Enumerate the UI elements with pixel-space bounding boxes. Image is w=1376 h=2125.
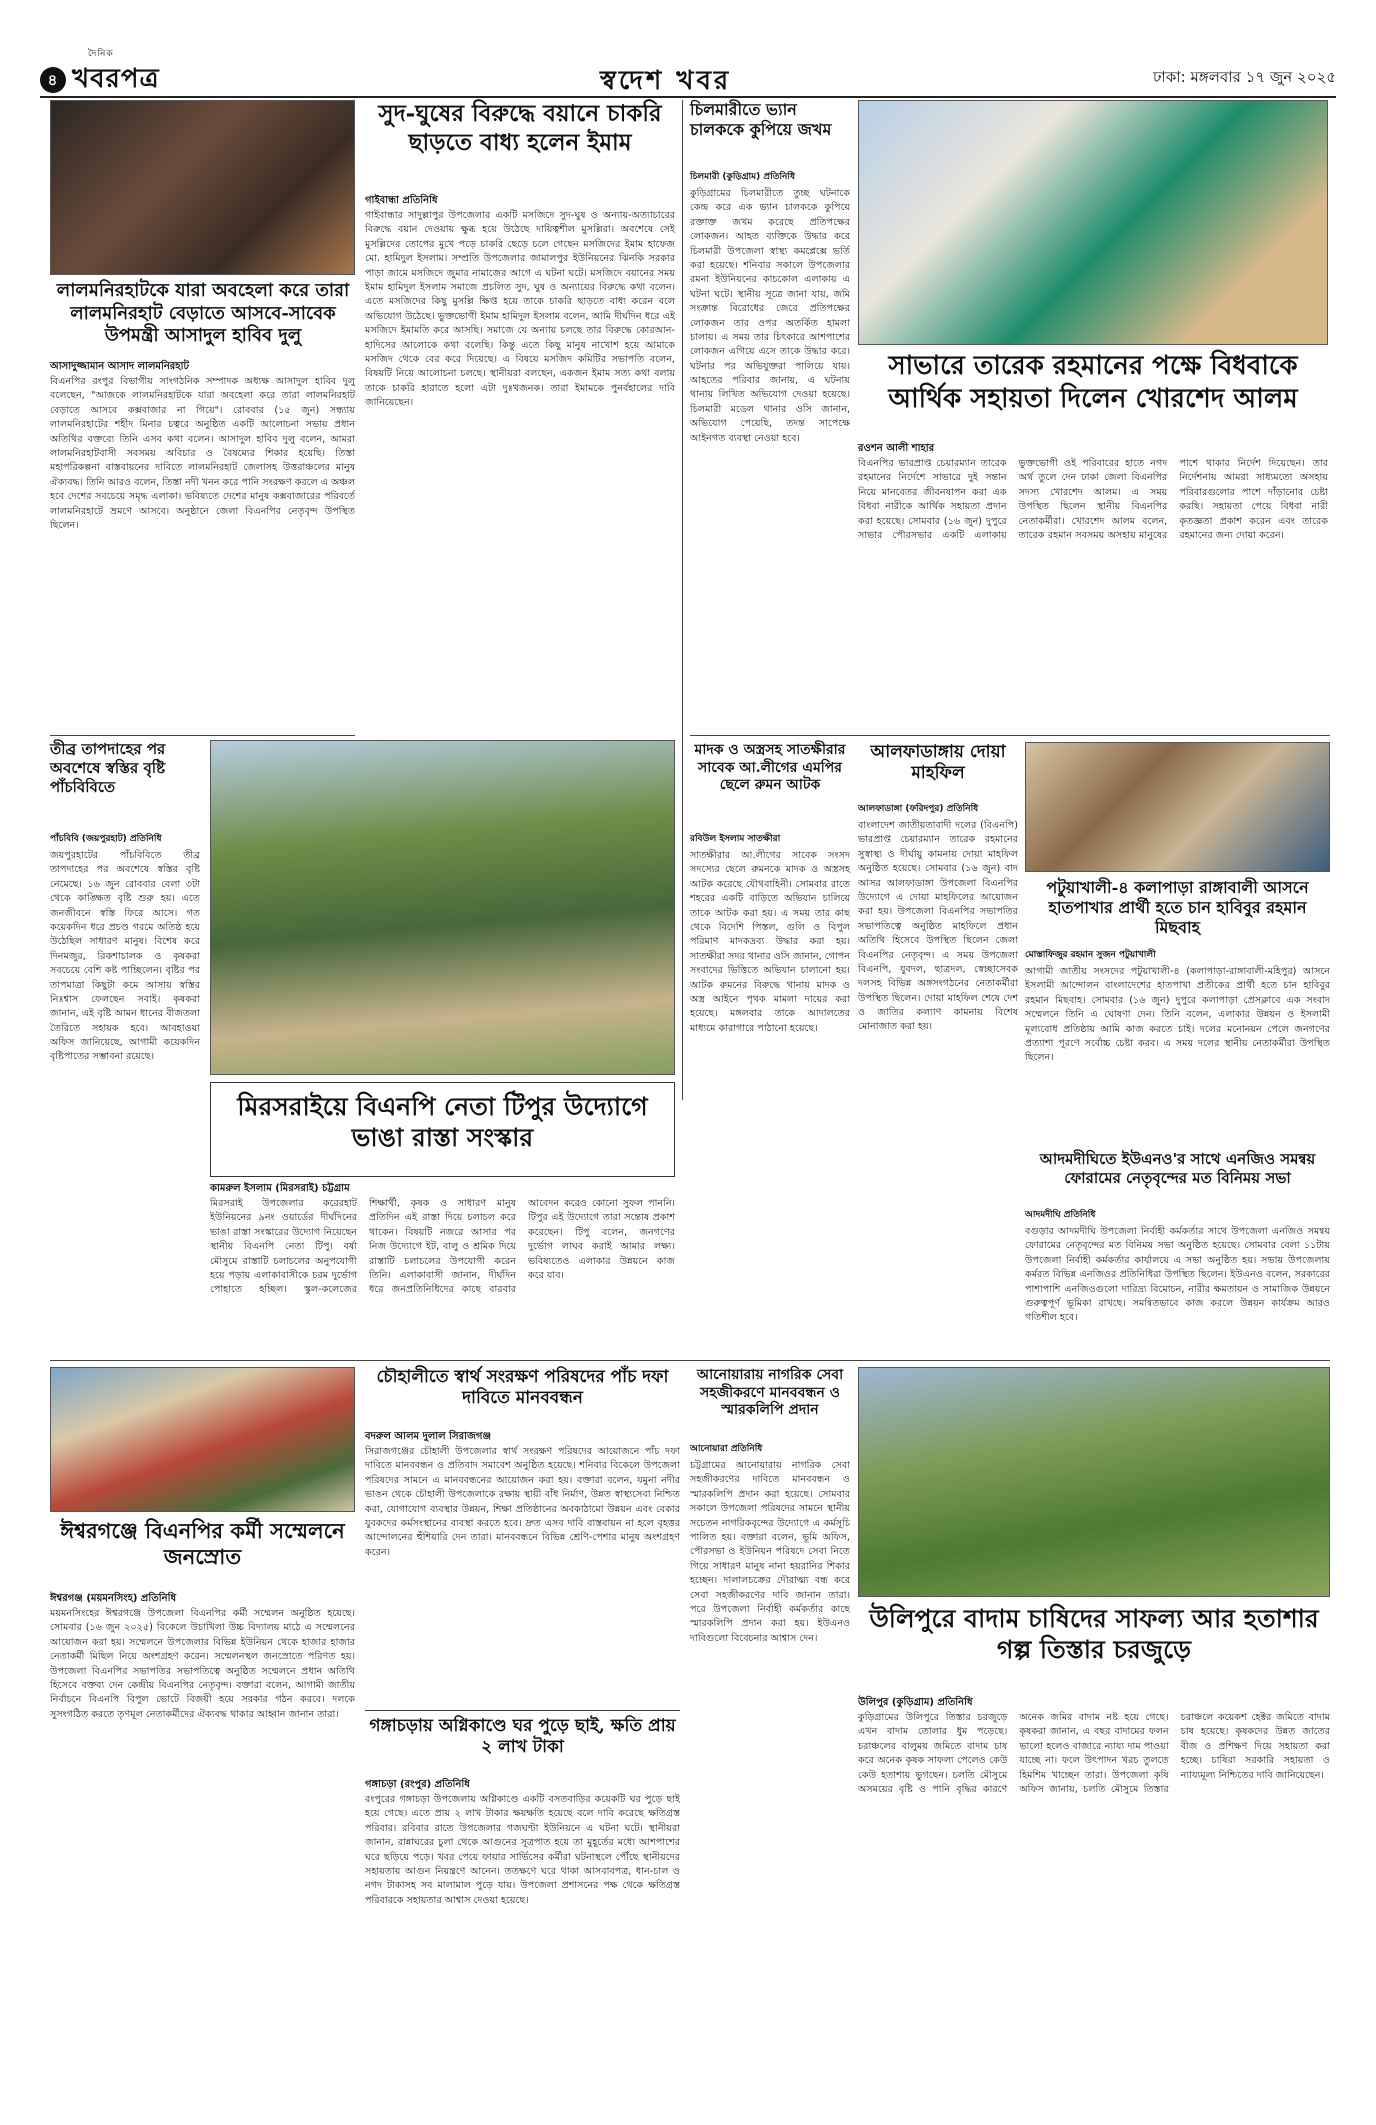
byline-chowhali: বদরুল আলম দুলাল সিরাজগঞ্জ [365, 1431, 492, 1442]
byline-rain: পাঁচবিবি (জয়পুরহাট) প্রতিনিধি [50, 834, 162, 844]
headline-chowhali: চৌহালীতে স্বার্থ সংরক্ষণ পরিষদের পাঁচ দফা দাবিতে মানববন্ধন [376, 1367, 669, 1409]
body-gangachara: রংপুরের গঙ্গাচড়া উপজেলায় অগ্নিকাণ্ডে একটি বসতবাড়ির কয়েকটি ঘর পুড়ে ছাই হয়ে গেছে। এতে প্রায় ২ লাখ টাকার ক্ষয়ক্ষতি হয়েছে বলে দাবি করেছে ক্ষতিগ্রস্ত পরিবার। রবিবার রাতে উপজেলার গজঘণ্টা ইউনিয়নে এ ঘটনা ঘটে। স্থানীয়রা জানান, রান্নাঘরের চুলা থেকে আগুনের সূত্রপাত হয়ে তা মুহূর্তের মধ্যে আশপাশের ঘরে ছড়িয়ে পড়ে। খবর পেয়ে ফায়ার সার্ভিসের কর্মীরা ঘটনাস্থলে পৌঁছে স্থানীয়দের সহায়তায় আগুন নিয়ন্ত্রণে আনেন। ততক্ষণে ঘরে থাকা আসবাবপত্র, ধান-চাল ও নগদ টাকাসহ সব মালামাল পুড়ে যায়। উপজেলা প্রশাসনের পক্ষ থেকে ক্ষতিগ্রস্ত পরিবারকে সহায়তার আশ্বাস দেওয়া হয়েছে। [365, 1794, 680, 1906]
byline-gangachara: গঙ্গাচড়া (রংপুর) প্রতিনিধি [365, 1779, 470, 1790]
divider [690, 735, 1330, 736]
body-rain: জয়পুরহাটের পাঁচবিবিতে তীব্র তাপদাহের পর অবশেষে স্বস্তির বৃষ্টি নেমেছে। ১৬ জুন রোববার বেলা ৩টা থেকে কাঙ্ক্ষিত বৃষ্টি শুরু হয়। এতে জনজীবনে স্বস্তি ফিরে আসে। গত কয়েকদিন ধরে প্রচণ্ড গরমে অতিষ্ঠ হয়ে উঠেছিল সাধারণ মানুষ। বিশেষ করে দিনমজুর, রিকশাচালক ও কৃষকরা সবচেয়ে বেশি কষ্ট পাচ্ছিলেন। বৃষ্টির পর তাপমাত্রা কিছুটা কমে আসায় স্বস্তির নিঃশ্বাস ফেলছেন সবাই। কৃষকরা জানান, এই বৃষ্টি আমন ধানের বীজতলা তৈরিতে সহায়ক হবে। আবহাওয়া অফিস জানিয়েছে, আগামী কয়েকদিন বৃষ্টিপাতের সম্ভাবনা রয়েছে। [50, 850, 200, 1063]
divider [50, 1360, 1330, 1361]
issue-date: ঢাকা: মঙ্গলবার ১৭ জুন ২০২৫ [1152, 68, 1336, 86]
paper-logo [40, 49, 160, 102]
byline-amdighi: আদমদীঘি প্রতিনিধি [1025, 1210, 1096, 1220]
body-anowara: চট্টগ্রামের আনোয়ারায় নাগরিক সেবা সহজীকরণের দাবিতে মানববন্ধন ও স্মারকলিপি প্রদান করা হয়েছে। সোমবার সকালে উপজেলা পরিষদের সামনে স্থানীয় সচেতন নাগরিকবৃন্দের উদ্যোগে এ কর্মসূচি পালিত হয়। বক্তারা বলেন, ভূমি অফিস, পৌরসভা ও ইউনিয়ন পরিষদে সেবা নিতে গিয়ে সাধারণ মানুষ নানা হয়রানির শিকার হচ্ছেন। দালালচক্রের দৌরাত্ম্য বন্ধ করে সেবা সহজীকরণের দাবি জানান তারা। পরে উপজেলা নির্বাহী কর্মকর্তার কাছে স্মারকলিপি প্রদান করা হয়। ইউএনও দাবিগুলো বিবেচনার আশ্বাস দেন। [690, 1460, 850, 1644]
headline-road: মিরসরাইয়ে বিএনপি নেতা টিপুর উদ্যোগে ভাঙা রাস্তা সংস্কার [237, 1092, 648, 1153]
byline-chilmari: চিলমারী (কুড়িগ্রাম) প্রতিনিধি [690, 172, 796, 182]
divider [50, 735, 355, 736]
byline-savar: রওশন আলী শাহার [858, 443, 935, 454]
byline-imam: গাইবান্ধা প্রতিনিধি [365, 195, 438, 206]
headline-gangachara: গঙ্গাচড়ায় অগ্নিকাণ্ডে ঘর পুড়ে ছাই, ক্ষতি প্রায় ২ লাখ টাকা [369, 1716, 676, 1758]
section-title: স্বদেশ খবর [600, 66, 732, 96]
headline-lalmonirhat: লালমনিরহাটকে যারা অবহেলা করে তারা লালমনিরহাট বেড়াতে আসবে-সাবেক উপমন্ত্রী আসাদুল হাবিব দুলু [56, 280, 350, 346]
body-doa: বাংলাদেশ জাতীয়তাবাদী দলের (বিএনপি) ভারপ্রাপ্ত চেয়ারম্যান তারেক রহমানের সুস্বাস্থ্য ও দীর্ঘায়ু কামনায় দোয়া মাহফিল অনুষ্ঠিত হয়েছে। সোমবার (১৬ জুন) বাদ আসর আলফাডাঙ্গা উপজেলা বিএনপির উদ্যোগে এ দোয়া মাহফিলের আয়োজন করা হয়। উপজেলা বিএনপির সভাপতির সভাপতিত্বে অনুষ্ঠিত মাহফিলে প্রধান অতিথি হিসেবে উপস্থিত ছিলেন জেলা বিএনপির নেতৃবৃন্দ। এ সময় উপজেলা বিএনপি, যুবদল, ছাত্রদল, স্বেচ্ছাসেবক দলসহ বিভিন্ন অঙ্গসংগঠনের নেতাকর্মীরা উপস্থিত ছিলেন। দোয়া মাহফিল শেষে দেশ ও জাতির কল্যাণ কামনায় বিশেষ মোনাজাত করা হয়। [858, 820, 1018, 1033]
body-chowhali: সিরাজগঞ্জের চৌহালী উপজেলার স্বার্থ সংরক্ষণ পরিষদের আয়োজনে পাঁচ দফা দাবিতে মানববন্ধন ও প্রতিবাদ সমাবেশ অনুষ্ঠিত হয়েছে। শনিবার বিকেলে উপজেলা পরিষদের সামনে এ মানববন্ধনের আয়োজন করা হয়। বক্তারা বলেন, যমুনা নদীর ভাঙন থেকে চৌহালী উপজেলাকে রক্ষায় স্থায়ী বাঁধ নির্মাণ, উন্নত স্বাস্থ্যসেবা নিশ্চিত করা, যোগাযোগ ব্যবস্থার উন্নয়ন, শিক্ষা প্রতিষ্ঠানের অবকাঠামো উন্নয়ন এবং বেকার যুবকদের কর্মসংস্থানের ব্যবস্থা করতে হবে। দ্রুত এসব দাবি বাস্তবায়ন না হলে বৃহত্তর আন্দোলনের হুঁশিয়ারি দেন তারা। মানববন্ধনে বিভিন্ন শ্রেণি-পেশার মানুষ অংশগ্রহণ করেন। [365, 1446, 680, 1558]
byline-patuakhali: মোস্তাফিজুর রহমান সুজন পটুয়াখালী [1025, 950, 1156, 960]
headline-chilmari: চিলমারীতে ভ্যান চালককে কুপিয়ে জখম [690, 100, 832, 139]
headline-imam: সুদ-ঘুষের বিরুদ্ধে বয়ানে চাকরি ছাড়তে বাধ্য হলেন ইমাম [378, 100, 662, 156]
divider [365, 1710, 680, 1711]
body-ulipur: কুড়িগ্রামের উলিপুরে তিস্তার চরজুড়ে এখন বাদাম তোলার ধুম পড়েছে। চরাঞ্চলের বালুময় জমিতে বাদাম চাষ করে অনেক কৃষক সাফল্য পেলেও কেউ কেউ হতাশায় ভুগছেন। চলতি মৌসুমে অসময়ের বৃষ্টি ও পানি বৃদ্ধির কারণে অনেক জমির বাদাম নষ্ট হয়ে গেছে। কৃষকরা জানান, এ বছর বাদামের ফলন ভালো হলেও বাজারে ন্যায্য দাম পাওয়া যাচ্ছে না। ফলে উৎপাদন খরচ তুলতে হিমশিম খাচ্ছেন তারা। উপজেলা কৃষি অফিস জানায়, চলতি মৌসুমে তিস্তার চরাঞ্চলে কয়েকশ হেক্টর জমিতে বাদাম চাষ হয়েছে। কৃষকদের উন্নত জাতের বীজ ও প্রশিক্ষণ দিয়ে সহায়তা করা হচ্ছে। চাষিরা সরকারি সহায়তা ও ন্যায্যমূল্য নিশ্চিতের দাবি জানিয়েছেন। [858, 1712, 1330, 1795]
photo-award [1025, 742, 1330, 872]
body-chilmari: কুড়িগ্রামের চিলমারীতে তুচ্ছ ঘটনাকে কেন্দ্র করে এক ভ্যান চালককে কুপিয়ে রক্তাক্ত জখম করেছে প্রতিপক্ষের লোকজন। আহত ব্যক্তিকে উদ্ধার করে চিলমারী উপজেলা স্বাস্থ্য কমপ্লেক্সে ভর্তি করা হয়েছে। শনিবার সকালে উপজেলার রমনা ইউনিয়নের কাচকোল এলাকায় এ ঘটনা ঘটে। স্থানীয় সূত্রে জানা যায়, জমি সংক্রান্ত বিরোধের জেরে প্রতিপক্ষের লোকজন তার ওপর অতর্কিত হামলা চালায়। এ সময় তার চিৎকারে আশপাশের লোকজন এগিয়ে এসে তাকে উদ্ধার করে। ঘটনার পর অভিযুক্তরা পালিয়ে যায়। আহতের পরিবার জানায়, এ ঘটনায় থানায় লিখিত অভিযোগ দেওয়া হয়েছে। চিলমারী মডেল থানার ওসি জানান, অভিযোগ পেয়েছি, তদন্ত সাপেক্ষে আইনগত ব্যবস্থা নেওয়া হবে। [690, 188, 850, 444]
photo-savar-aid [858, 100, 1328, 345]
headline-box-road [210, 1082, 675, 1177]
byline-doa: আলফাডাঙ্গা (ফরিদপুর) প্রতিনিধি [858, 804, 979, 814]
byline-ulipur: উলিপুর (কুড়িগ্রাম) প্রতিনিধি [858, 1697, 973, 1708]
byline-anowara: আনোয়ারা প্রতিনিধি [690, 1444, 763, 1454]
body-patuakhali: আগামী জাতীয় সংসদের পটুয়াখালী-৪ (কলাপাড়া-রাঙ্গাবালী-মহিপুর) আসনে ইসলামী আন্দোলন বাংলাদেশের হাতপাখা প্রতীকের প্রার্থী হতে চান হাবিবুর রহমান মিছবাহ। সোমবার (১৬ জুন) দুপুরে কলাপাড়া প্রেসক্লাবে এক সংবাদ সম্মেলনে তিনি এ ঘোষণা দেন। তিনি বলেন, এলাকার উন্নয়ন ও ইসলামী মূল্যবোধ প্রতিষ্ঠায় আমি কাজ করতে চাই। দলের মনোনয়ন পেলে জনগণের প্রত্যাশা পূরণে সর্বোচ্চ চেষ্টা করব। এ সময় দলের স্থানীয় নেতাকর্মীরা উপস্থিত ছিলেন। [1025, 966, 1330, 1064]
paper-name: খবরপত্র [72, 64, 160, 94]
headline-amdighi: আদমদীঘিতে ইউএনও'র সাথে এনজিও সমন্বয় ফোরামের নেতৃবৃন্দের মত বিনিময় সভা [1039, 1150, 1316, 1187]
byline-lalmonirhat: আসাদুজ্জামান আসাদ লালমনিরহাট [50, 361, 189, 372]
headline-ishwarganj: ঈশ্বরগঞ্জে বিএনপির কর্মী সম্মেলনে জনস্রোত [60, 1518, 345, 1570]
body-ishwarganj: ময়মনসিংহের ঈশ্বরগঞ্জে উপজেলা বিএনপির কর্মী সম্মেলন অনুষ্ঠিত হয়েছে। সোমবার (১৬ জুন ২০২৫) বিকেলে উচাখিলা উচ্চ বিদ্যালয় মাঠে এ সম্মেলনের আয়োজন করা হয়। সম্মেলনে উপজেলার বিভিন্ন ইউনিয়ন থেকে হাজার হাজার নেতাকর্মী মিছিল নিয়ে অংশগ্রহণ করেন। সম্মেলনস্থল জনস্রোতে পরিণত হয়। উপজেলা বিএনপির সভাপতির সভাপতিত্বে অনুষ্ঠিত সম্মেলনে প্রধান অতিথি হিসেবে বক্তব্য দেন কেন্দ্রীয় বিএনপির নেতৃবৃন্দ। বক্তারা বলেন, আগামী জাতীয় নির্বাচনে বিএনপি বিপুল ভোটে বিজয়ী হয়ে সরকার গঠন করবে। দলকে সুসংগঠিত করতে তৃণমূল নেতাকর্মীদের ঐক্যবদ্ধ থাকার আহ্বান জানান তারা। [50, 1608, 355, 1720]
body-madok: সাতক্ষীরার আ.লীগের সাবেক সংসদ সদস্যের ছেলে রুমনকে মাদক ও অস্ত্রসহ আটক করেছে যৌথবাহিনী। সোমবার রাতে শহরের একটি বাড়িতে অভিযান চালিয়ে তাকে আটক করা হয়। এ সময় তার কাছ থেকে বিদেশি পিস্তল, গুলি ও বিপুল পরিমাণ মাদকদ্রব্য উদ্ধার করা হয়। সাতক্ষীরা সদর থানার ওসি জানান, গোপন সংবাদের ভিত্তিতে অভিযান চালানো হয়। আটক রুমনের বিরুদ্ধে থানায় মাদক ও অস্ত্র আইনে পৃথক মামলা দায়ের করা হয়েছে। মঙ্গলবার তাকে আদালতের মাধ্যমে কারাগারে পাঠানো হয়েছে। [690, 850, 850, 1034]
photo-speaker [50, 100, 355, 275]
body-lalmonirhat: বিএনপির রংপুর বিভাগীয় সাংগঠনিক সম্পাদক অধ্যক্ষ আসাদুল হাবিব দুলু বলেছেন, "আজকে লালমনিরহাটকে যারা অবহেলা করে তারা লালমনিরহাট বেড়াতে আসবে কক্সবাজার না গিয়ে"। রোববার (১৫ জুন) সন্ধ্যায় লালমনিরহাটের শহীদ মিনার চত্বরে অনুষ্ঠিত একটি আলোচনা সভায় প্রধান অতিথির বক্তব্যে তিনি এসব কথা বলেন। আসাদুল হাবিব দুলু বলেন, আমরা লালমনিরহাটবাসী সবসময় অবিচার ও বৈষম্যের শিকার হয়েছি। তিস্তা মহাপরিকল্পনা বাস্তবায়নের দাবিতে লালমনিরহাট জেলাসহ উত্তরাঞ্চলের মানুষ ঐক্যবদ্ধ। তিনি আরও বলেন, তিস্তা নদী খনন করে পানি সংরক্ষণ করলে এ অঞ্চল হবে দেশের সবচেয়ে সমৃদ্ধ এলাকা। ভবিষ্যতে দেশের মানুষ কক্সবাজারের পরিবর্তে লালমনিরহাটে ভ্রমণে আসবে। অনুষ্ঠানে জেলা বিএনপির নেতৃবৃন্দ উপস্থিত ছিলেন। [50, 376, 355, 531]
page-number: ৪ [40, 67, 66, 93]
divider [682, 100, 683, 1100]
byline-road: কামরুল ইসলাম (মিরসরাই) চট্টগ্রাম [210, 1183, 350, 1194]
headline-madok: মাদক ও অস্ত্রসহ সাতক্ষীরার সাবেক আ.লীগের এমপির ছেলে রুমন আটক [694, 742, 846, 793]
photo-peanut-field [858, 1367, 1330, 1597]
headline-doa: আলফাডাঙ্গায় দোয়া মাহফিল [870, 742, 1006, 784]
headline-rain: তীব্র তাপদাহের পর অবশেষে স্বস্তির বৃষ্টি পাঁচবিবিতে [50, 740, 166, 796]
headline-ulipur: উলিপুরে বাদাম চাষিদের সাফল্য আর হতাশার গল্প তিস্তার চরজুড়ে [869, 1604, 1319, 1665]
paper-prefix: দৈনিক [88, 49, 114, 59]
photo-rally [50, 1367, 355, 1512]
masthead [40, 49, 1336, 98]
body-imam: গাইবান্ধার সাদুল্লাপুর উপজেলার একটি মসজিদে সুদ-ঘুষ ও অন্যায়-অত্যাচারের বিরুদ্ধে বয়ান দেওয়ায় ক্ষুব্ধ হয়ে উঠেছে দায়িত্বশীল মুসল্লিরা। অবশেষে সেই মুসল্লিদের তোপের মুখে পড়ে চাকরি ছেড়ে চলে গেছেন মসজিদের ইমাম হাফেজ মো. হামিদুল ইসলাম। সম্প্রতি উপজেলার জামালপুর ইউনিয়নের ঝিনকি সরকার পাড়া জামে মসজিদে জুমার নামাজের আগে এ ঘটনা ঘটে। মসজিদে বয়ানের সময় ইমাম হামিদুল ইসলাম সমাজে প্রচলিত সুদ, ঘুষ ও অন্যায়ের বিরুদ্ধে কথা বলেন। এতে মসজিদের কিছু মুসল্লি ক্ষিপ্ত হয়ে তাকে চাকরি ছাড়তে বাধ্য করেন বলে অভিযোগ উঠেছে। ভুক্তভোগী ইমাম হামিদুল ইসলাম বলেন, আমি দীর্ঘদিন ধরে এই মসজিদে ইমামতি করে আসছি। সমাজে যে অন্যায় চলছে তার বিরুদ্ধে কোরআন-হাদিসের আলোকে কথা বলেছি। কিন্তু এতে কিছু মানুষ নাখোশ হয়ে আমাকে মসজিদ থেকে বের করে দিয়েছে। এ বিষয়ে মসজিদ কমিটির সভাপতি বলেন, বিষয়টি নিয়ে আলোচনা চলছে। স্থানীয়রা বলছেন, একজন ইমাম সত্য কথা বলায় তাকে চাকরি হারাতে হলো এটা দুঃখজনক। তারা ইমামকে পুনর্বহালের দাবি জানিয়েছেন। [365, 210, 675, 409]
headline-patuakhali: পটুয়াখালী-৪ কলাপাড়া রাঙ্গাবালী আসনে হাতপাখার প্রার্থী হতে চান হাবিবুর রহমান মিছবাহ [1046, 878, 1309, 937]
byline-madok: রবিউল ইসলাম সাতক্ষীরা [690, 834, 781, 844]
body-amdighi: বগুড়ার আদমদীঘি উপজেলা নির্বাহী কর্মকর্তার সাথে উপজেলা এনজিও সমন্বয় ফোরামের নেতৃবৃন্দের মত বিনিময় সভা অনুষ্ঠিত হয়েছে। সোমবার বেলা ১১টায় উপজেলা নির্বাহী কর্মকর্তার কার্যালয়ে এ সভা অনুষ্ঠিত হয়। সভায় উপজেলায় কর্মরত বিভিন্ন এনজিওর প্রতিনিধিরা উপস্থিত ছিলেন। ইউএনও বলেন, সরকারের পাশাপাশি এনজিওগুলো দারিদ্র্য বিমোচন, নারীর ক্ষমতায়ন ও সামাজিক উন্নয়নে গুরুত্বপূর্ণ ভূমিকা রাখছে। সমন্বিতভাবে কাজ করলে উন্নয়ন কার্যক্রম আরও গতিশীল হবে। [1025, 1226, 1330, 1324]
headline-savar: সাভারে তারেক রহমানের পক্ষে বিধবাকে আর্থিক সহায়তা দিলেন খোরশেদ আলম [888, 351, 1298, 414]
body-road: মিরসরাই উপজেলার করেরহাট ইউনিয়নের ৯নং ওয়ার্ডের দীর্ঘদিনের ভাঙা রাস্তা সংস্কারের উদ্যোগ নিয়েছেন স্থানীয় বিএনপি নেতা টিপু। বর্ষা মৌসুমে রাস্তাটি চলাচলের অনুপযোগী হয়ে পড়ায় এলাকাবাসীকে চরম দুর্ভোগ পোহাতে হচ্ছিল। স্কুল-কলেজের শিক্ষার্থী, কৃষক ও সাধারণ মানুষ প্রতিদিন এই রাস্তা দিয়ে চলাচল করে থাকেন। বিষয়টি নজরে আসার পর নিজ উদ্যোগে ইট, বালু ও শ্রমিক দিয়ে রাস্তাটি চলাচলের উপযোগী করেন তিনি। এলাকাবাসী জানান, দীর্ঘদিন ধরে জনপ্রতিনিধিদের কাছে বারবার আবেদন করেও কোনো সুফল পাননি। টিপুর এই উদ্যোগে তারা সন্তোষ প্রকাশ করেছেন। টিপু বলেন, জনগণের দুর্ভোগ লাঘব করাই আমার লক্ষ্য। ভবিষ্যতেও এলাকার উন্নয়নে কাজ করে যাব। [210, 1198, 675, 1296]
byline-ishwarganj: ঈশ্বরগঞ্জ (ময়মনসিংহ) প্রতিনিধি [50, 1593, 177, 1604]
photo-road-repair [210, 740, 675, 1075]
headline-anowara: আনোয়ারায় নাগরিক সেবা সহজীকরণে মানববন্ধন ও স্মারকলিপি প্রদান [696, 1367, 844, 1418]
body-savar: বিএনপির ভারপ্রাপ্ত চেয়ারম্যান তারেক রহমানের নির্দেশে সাভারে দুই সন্তান নিয়ে মানবেতর জীবনযাপন করা এক বিধবা নারীকে আর্থিক সহায়তা প্রদান করা হয়েছে। সোমবার (১৬ জুন) দুপুরে সাভার পৌরসভার একটি এলাকায় ভুক্তভোগী ওই পরিবারের হাতে নগদ অর্থ তুলে দেন ঢাকা জেলা বিএনপির সদস্য খোরশেদ আলম। এ সময় উপস্থিত ছিলেন স্থানীয় বিএনপির নেতাকর্মীরা। খোরশেদ আলম বলেন, তারেক রহমান সবসময় অসহায় মানুষের পাশে থাকার নির্দেশ দিয়েছেন। তার নির্দেশনায় আমরা সাধ্যমতো অসহায় পরিবারগুলোর পাশে দাঁড়ানোর চেষ্টা করছি। সহায়তা পেয়ে বিধবা নারী কৃতজ্ঞতা প্রকাশ করেন এবং তারেক রহমানের জন্য দোয়া করেন। [858, 458, 1328, 541]
